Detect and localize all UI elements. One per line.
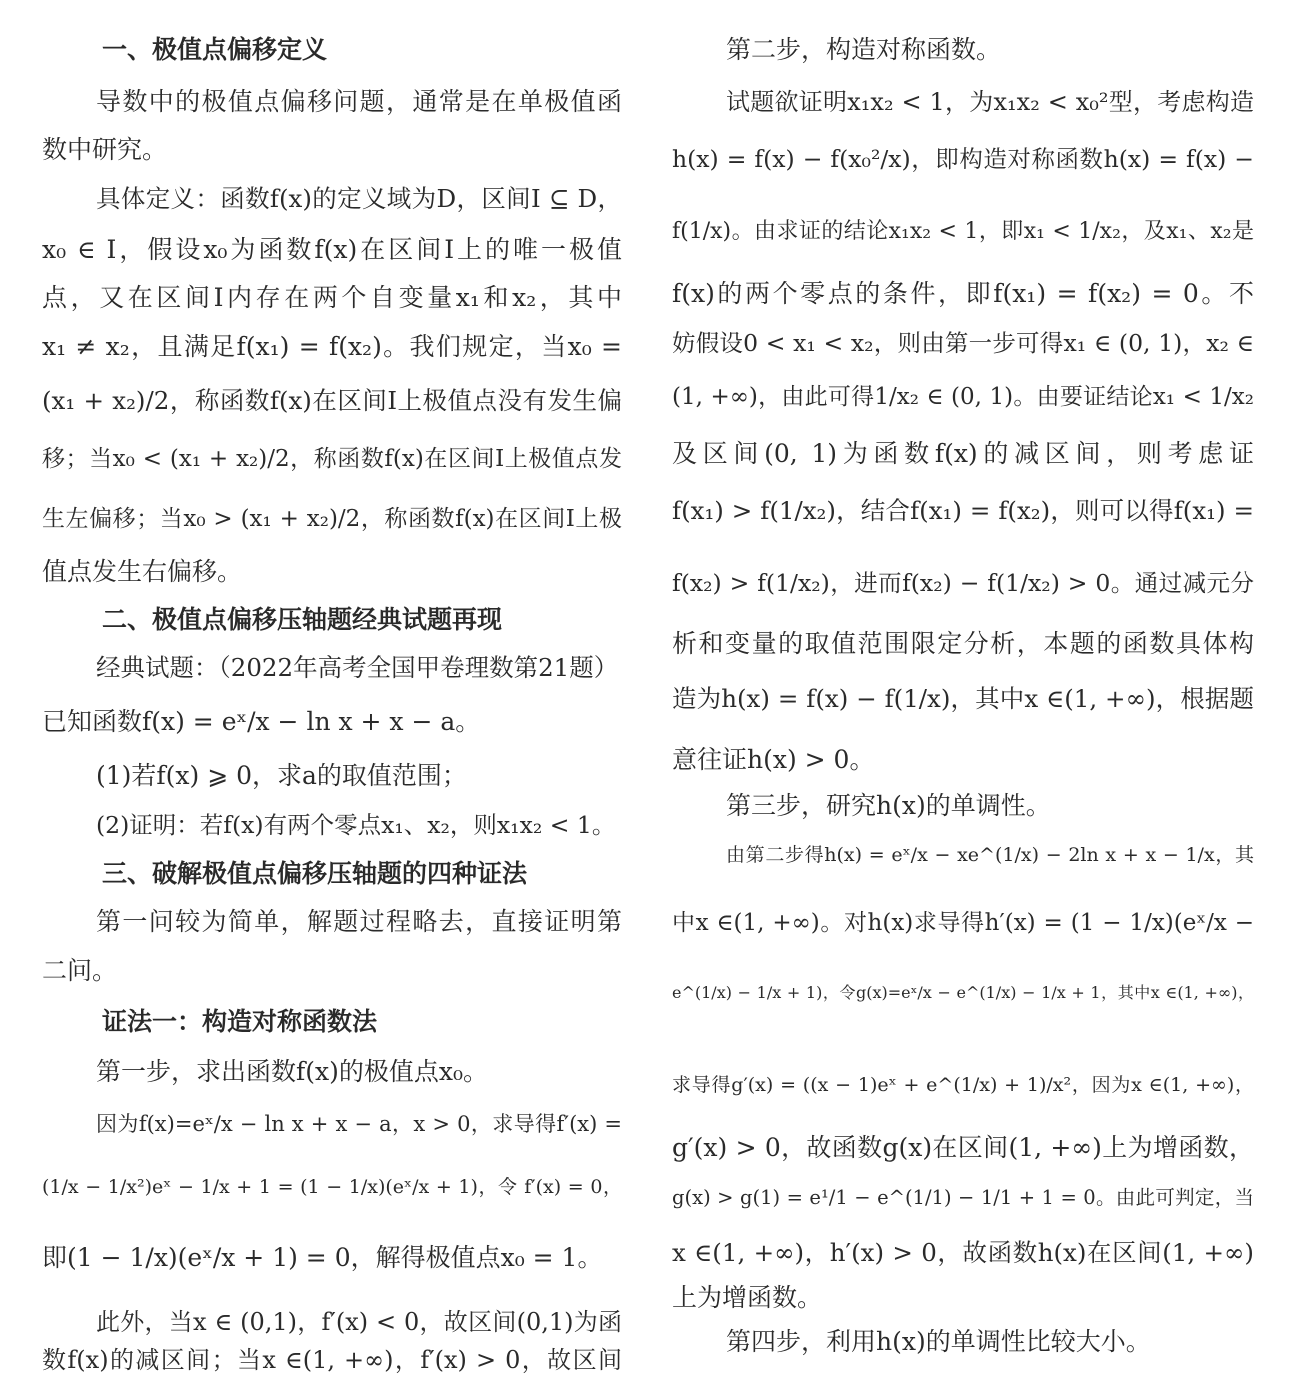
- text-line: 第一问较为简单，解题过程略去，直接证明第: [96, 907, 622, 936]
- text-line: f(x)的两个零点的条件，即f(x₁) = f(x₂) = 0。不: [672, 279, 1254, 308]
- text-line: 已知函数f(x) = eˣ/x − ln x + x − a。: [42, 707, 481, 736]
- text-line: 析和变量的取值范围限定分析，本题的函数具体构: [672, 629, 1254, 658]
- text-line: f(1/x)。由求证的结论x₁x₂ < 1，即x₁ < 1/x₂，及x₁、x₂是: [672, 219, 1254, 244]
- text-line: 妨假设0 < x₁ < x₂，则由第一步可得x₁ ∈ (0, 1)，x₂ ∈: [672, 329, 1254, 357]
- text-line: h(x) = f(x) − f(x₀²/x)，即构造对称函数h(x) = f(x) −: [672, 145, 1254, 173]
- text-line: 第四步，利用h(x)的单调性比较大小。: [726, 1327, 1151, 1356]
- text-line: g(x) > g(1) = e¹/1 − e^(1/1) − 1/1 + 1 = 0。由此可判定，当: [672, 1186, 1254, 1209]
- text-line: e^(1/x) − 1/x + 1)，令g(x)=eˣ/x − e^(1/x) − 1/x + 1，其中x ∈(1, +∞)，: [672, 983, 1254, 1002]
- text-line: (1)若f(x) ⩾ 0，求a的取值范围；: [96, 761, 467, 790]
- text-line: 第三步，研究h(x)的单调性。: [726, 791, 1051, 820]
- text-line: (x₁ + x₂)/2，称函数f(x)在区间I上极值点没有发生偏: [42, 386, 622, 415]
- text-line: 造为h(x) = f(x) − f(1/x)，其中x ∈(1, +∞)，根据题: [672, 684, 1254, 713]
- text-line: 中x ∈(1, +∞)。对h(x)求导得h′(x) = (1 − 1/x)(eˣ/x −: [672, 910, 1254, 936]
- text-line: x₁ ≠ x₂，且满足f(x₁) = f(x₂)。我们规定，当x₀ =: [42, 332, 622, 361]
- text-line: 值点发生右偏移。: [42, 557, 243, 586]
- text-line: 导数中的极值点偏移问题，通常是在单极值函: [96, 87, 622, 116]
- text-line: 第一步，求出函数f(x)的极值点x₀。: [96, 1057, 488, 1086]
- text-line: 此外，当x ∈ (0,1)，f′(x) < 0，故区间(0,1)为函: [96, 1308, 622, 1336]
- section-heading-3: 三、破解极值点偏移压轴题的四种证法: [102, 859, 528, 888]
- section-heading-1: 一、极值点偏移定义: [102, 35, 328, 64]
- text-line: 移；当x₀ < (x₁ + x₂)/2，称函数f(x)在区间I上极值点发: [42, 446, 622, 472]
- text-line: 及区间(0, 1)为函数f(x)的减区间，则考虑证: [672, 439, 1254, 468]
- text-line: 经典试题：（2022年高考全国甲卷理数第21题）: [96, 653, 619, 682]
- text-line: 试题欲证明x₁x₂ < 1，为x₁x₂ < x₀²型，考虑构造: [726, 88, 1254, 116]
- text-line: f(x₂) > f(1/x₂)，进而f(x₂) − f(1/x₂) > 0。通过减元分: [672, 569, 1254, 597]
- text-line: (1/x − 1/x²)eˣ − 1/x + 1 = (1 − 1/x)(eˣ/x + 1)，令 f′(x) = 0，: [42, 1176, 622, 1198]
- text-line: 具体定义：函数f(x)的定义域为D，区间I ⊆ D，: [96, 184, 622, 213]
- text-line: 生左偏移；当x₀ > (x₁ + x₂)/2，称函数f(x)在区间I上极: [42, 506, 622, 532]
- text-line: 二问。: [42, 956, 118, 985]
- text-line: 数中研究。: [42, 135, 168, 164]
- text-line: (2)证明：若f(x)有两个零点x₁、x₂，则x₁x₂ < 1。: [96, 811, 616, 839]
- text-line: f(x₁) > f(1/x₂)，结合f(x₁) = f(x₂)，则可以得f(x₁) =: [672, 496, 1254, 525]
- text-line: x₀ ∈ I，假设x₀为函数f(x)在区间I上的唯一极值: [42, 235, 622, 264]
- text-line: 即(1 − 1/x)(eˣ/x + 1) = 0，解得极值点x₀ = 1。: [42, 1243, 603, 1272]
- text-line: 数f(x)的减区间；当x ∈(1, +∞)，f′(x) > 0，故区间: [42, 1346, 622, 1374]
- text-line: 由第二步得h(x) = eˣ/x − xe^(1/x) − 2ln x + x − 1/x，其: [726, 844, 1254, 866]
- text-line: 因为f(x)=eˣ/x − ln x + x − a，x > 0，求导得f′(x) =: [96, 1112, 622, 1136]
- section-heading-2: 二、极值点偏移压轴题经典试题再现: [102, 605, 503, 634]
- text-line: 点，又在区间I内存在两个自变量x₁和x₂，其中: [42, 283, 622, 312]
- method-heading: 证法一：构造对称函数法: [102, 1007, 378, 1036]
- text-line: 求导得g′(x) = ((x − 1)eˣ + e^(1/x) + 1)/x²，因为x ∈(1, +∞)，: [672, 1074, 1254, 1096]
- text-line: 意往证h(x) > 0。: [672, 745, 875, 774]
- text-line: 上为增函数。: [672, 1283, 823, 1312]
- text-line: 第二步，构造对称函数。: [726, 35, 1002, 64]
- text-line: x ∈(1, +∞)，h′(x) > 0，故函数h(x)在区间(1, +∞): [672, 1238, 1254, 1267]
- text-line: (1, +∞)，由此可得1/x₂ ∈ (0, 1)。由要证结论x₁ < 1/x₂: [672, 384, 1254, 410]
- text-line: g′(x) > 0，故函数g(x)在区间(1, +∞)上为增函数，: [672, 1133, 1254, 1162]
